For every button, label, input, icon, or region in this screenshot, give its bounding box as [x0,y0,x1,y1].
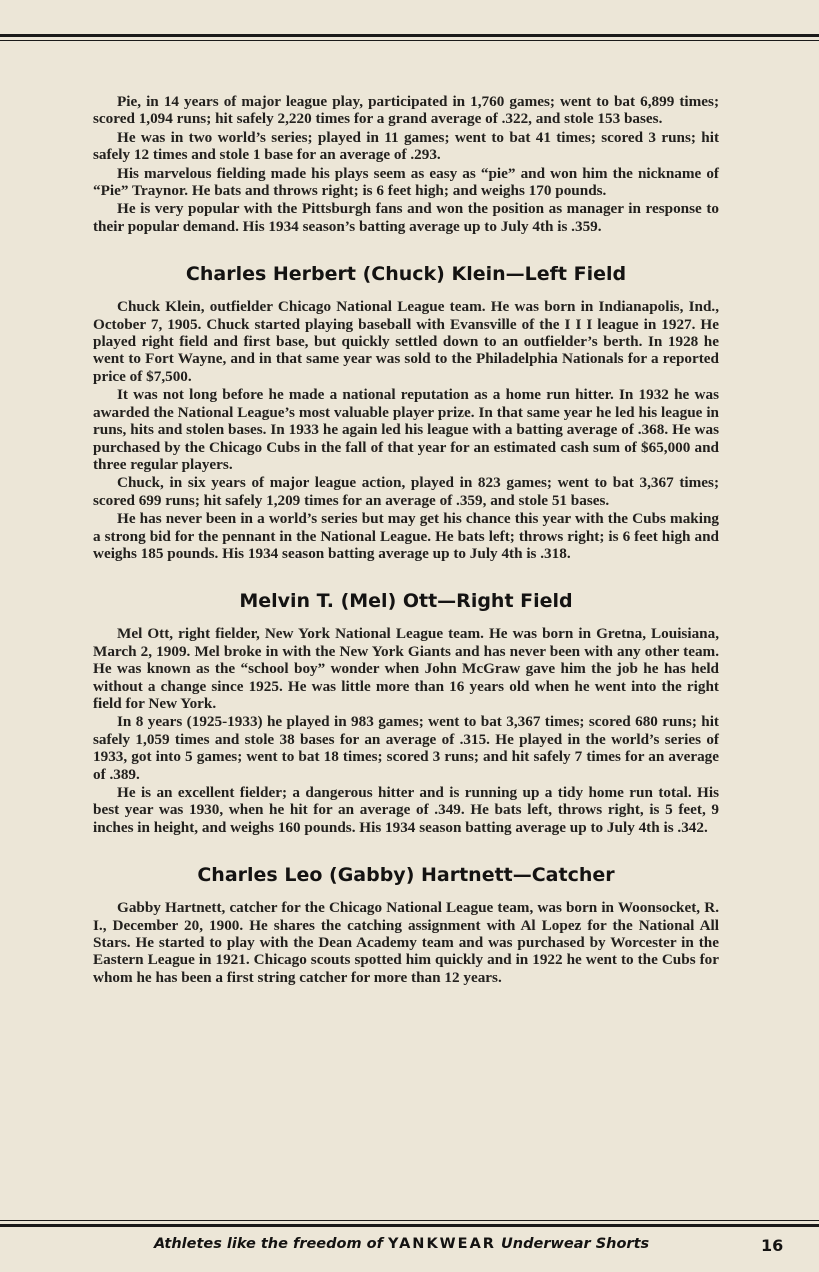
section-klein [93,263,719,562]
footer-brand: YANKWEAR [387,1236,496,1252]
paragraph: In 8 years (1925-1933) he played in 983 games; went to bat 3,367 times; scored 680 runs; hit safely 1,059 times and stole 38 bases for an average of .315. He played in the world’s series of 1933, got into 5 games; went to bat 18 times; scored 3 runs; and hit safely 7 times for an average of .389. [93,713,719,783]
section-heading: Charles Herbert (Chuck) Klein—Left Field [185,263,627,286]
section-ott [93,590,719,836]
footer-slogan [154,1236,649,1252]
bottom-double-rule [0,1220,819,1227]
section-heading: Melvin T. (Mel) Ott—Right Field [239,590,573,613]
paragraph: His marvelous fielding made his plays seem as easy as “pie” and won him the nickname of “Pie” Traynor. He bats and throws right; is 6 feet high; and weighs 170 pounds. [93,164,719,200]
paragraph: Gabby Hartnett, catcher for the Chicago National League team, was born in Woonsocket, R. I., December 20, 1900. He shares the catching assignment with Al Lopez for the National All Stars. He started to play with the Dean Academy team and was purchased by Worcester in the Eastern League in 1921. Chicago scouts spotted him quickly and in 1922 he went to the Cubs for whom he has been a first string catcher for more than 12 years. [93,899,719,986]
page-footer [0,1236,819,1258]
page-body [93,93,719,986]
footer-lead: Athletes like the freedom of [154,1236,388,1252]
paragraph: Chuck Klein, outfielder Chicago National League team. He was born in Indianapolis, Ind., October 7, 1905. Chuck started playing baseball with Evansville of the I I I league in 1927. He played right field and first base, but quickly settled down to an outfielder’s berth. In 1928 he went to Fort Wayne, and in that same year was sold to the Philadelphia Nationals for a reported price of $7,500. [93,298,719,385]
page-number: 16 [761,1236,784,1255]
paragraph: It was not long before he made a national reputation as a home run hitter. In 1932 he was awarded the National League’s most valuable player prize. In that same year he led his league in runs, hits and stolen bases. In 1933 he again led his league with a batting average of .368. He was purchased by the Chicago Cubs in the fall of that year for an estimated cash sum of $65,000 and three regular players. [93,386,719,473]
section-hartnett [93,864,719,986]
paragraph: He is very popular with the Pittsburgh fans and won the position as manager in response to their popular demand. His 1934 season’s batting average up to July 4th is .359. [93,200,719,235]
paragraph: He was in two world’s series; played in 11 games; went to bat 41 times; scored 3 runs; hit safely 12 times and stole 1 base for an average of .293. [93,128,719,164]
paragraph: Pie, in 14 years of major league play, participated in 1,760 games; went to bat 6,899 times; scored 1,094 runs; hit safely 2,220 times for a grand average of .322, and stole 153 bases. [93,93,719,128]
paragraph: He is an excellent fielder; a dangerous hitter and is running up a tidy home run total. His best year was 1930, when he hit for an average of .349. He bats left, throws right, is 5 feet, 9 inches in height, and weighs 160 pounds. His 1934 season batting average up to July 4th is .342. [93,784,719,836]
section-heading: Charles Leo (Gabby) Hartnett—Catcher [197,864,615,887]
paragraph: Chuck, in six years of major league action, played in 823 games; went to bat 3,367 times; scored 699 runs; hit safely 1,209 times for an average of .359, and stole 51 bases. [93,474,719,509]
footer-tail: Underwear Shorts [495,1236,650,1252]
section-traynor-continued [93,93,719,235]
top-double-rule [0,34,819,41]
paragraph: Mel Ott, right fielder, New York National League team. He was born in Gretna, Louisiana, March 2, 1909. Mel broke in with the New York Giants and has never been with any other team. He was known as the “school boy” wonder when John McGraw gave him the job he has held without a change since 1925. He was little more than 16 years old when he went into the right field for New York. [93,625,719,712]
paragraph: He has never been in a world’s series but may get his chance this year with the Cubs making a strong bid for the pennant in the National League. He bats left; throws right; is 6 feet high and weighs 185 pounds. His 1934 season batting average up to July 4th is .318. [93,510,719,562]
